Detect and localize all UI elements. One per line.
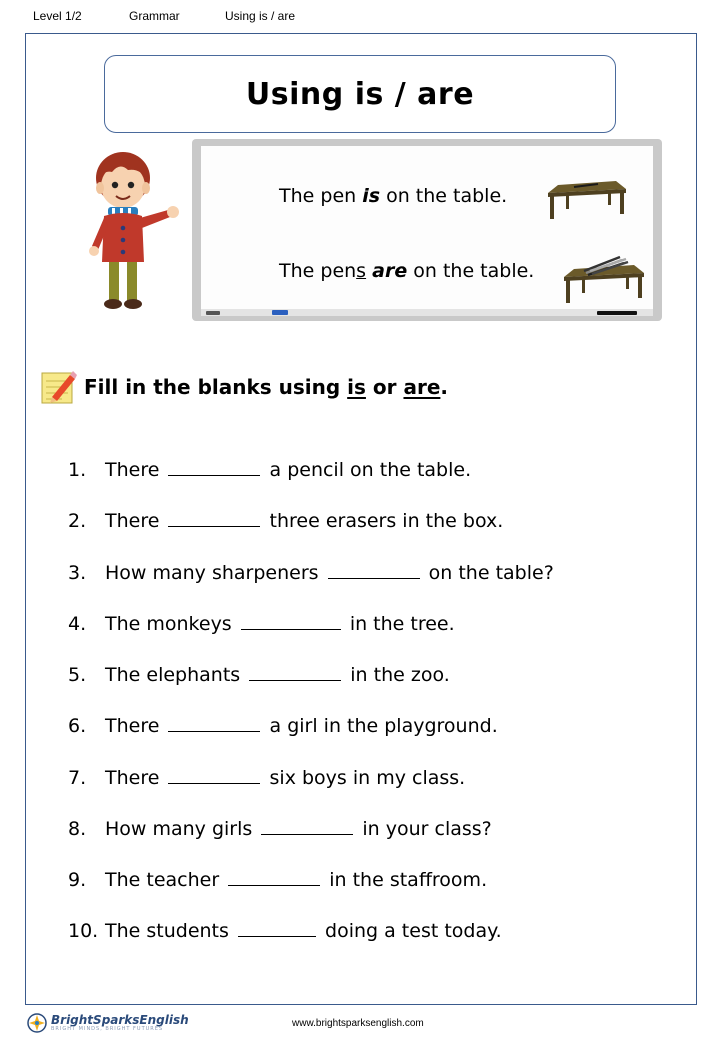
pencil-notepad-icon: [40, 369, 78, 405]
answer-blank[interactable]: [328, 561, 420, 579]
question-7: 7. There six boys in my class.: [68, 767, 466, 789]
whiteboard: [192, 139, 662, 321]
question-9: 9. The teacher in the staffroom.: [68, 869, 488, 891]
header-subject: Grammar: [129, 9, 180, 23]
instruction: [40, 367, 448, 407]
answer-blank[interactable]: [241, 612, 341, 630]
answer-blank[interactable]: [168, 766, 260, 784]
footer-brand: [26, 1012, 189, 1034]
example-sentence-1: The pen is on the table.: [279, 185, 508, 207]
page-title: Using is / are: [245, 76, 475, 112]
question-10: 10. The students doing a test today.: [68, 920, 502, 942]
answer-blank[interactable]: [238, 919, 316, 937]
table-pens-icon: [562, 249, 646, 305]
answer-blank[interactable]: [168, 714, 260, 732]
question-1: 1. There a pencil on the table.: [68, 459, 472, 481]
answer-blank[interactable]: [261, 817, 353, 835]
answer-blank[interactable]: [228, 868, 320, 886]
table-pen-icon: [546, 177, 628, 221]
answer-blank[interactable]: [168, 509, 260, 527]
brand-tagline: BRIGHT MINDS, BRIGHT FUTURES: [51, 1026, 164, 1032]
instruction-text: Fill in the blanks using is or are.: [84, 375, 449, 399]
question-3: 3. How many sharpeners on the table?: [68, 562, 554, 584]
header-topic: Using is / are: [225, 9, 296, 23]
question-2: 2. There three erasers in the box.: [68, 510, 504, 532]
footer-url[interactable]: www.brightsparksenglish.com: [292, 1018, 424, 1029]
answer-blank[interactable]: [168, 458, 260, 476]
answer-blank[interactable]: [249, 663, 341, 681]
brand-name: BrightSparksEnglish: [51, 1013, 189, 1027]
example-sentence-2: The pens are on the table.: [279, 260, 535, 282]
boy-illustration-icon: [80, 150, 185, 315]
question-5: 5. The elephants in the zoo.: [68, 664, 450, 686]
question-4: 4. The monkeys in the tree.: [68, 613, 455, 635]
header-level: Level 1/2: [33, 9, 82, 23]
brightsparks-logo-icon: [26, 1012, 48, 1034]
question-8: 8. How many girls in your class?: [68, 818, 492, 840]
markers-icon: [192, 309, 662, 321]
title-box: [104, 55, 616, 133]
question-6: 6. There a girl in the playground.: [68, 715, 498, 737]
